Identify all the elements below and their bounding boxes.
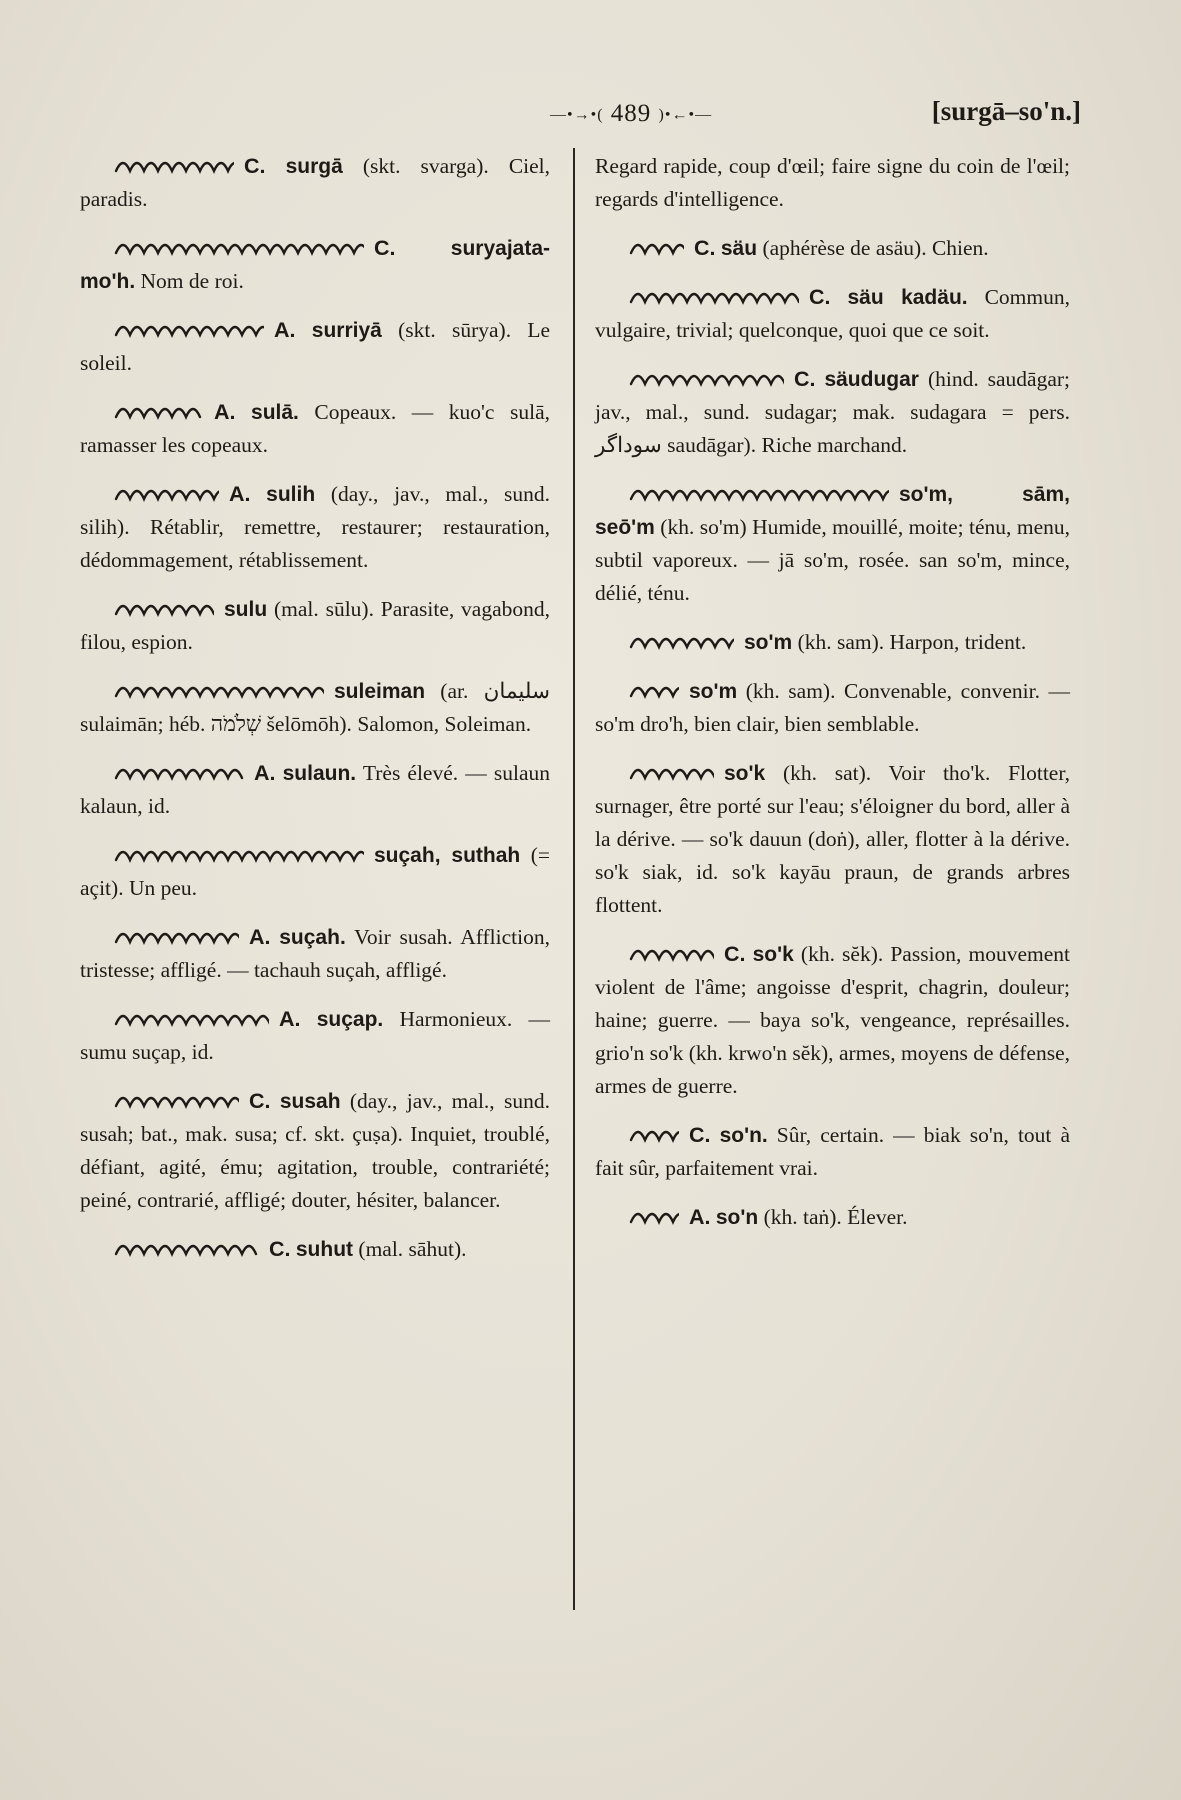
entry-definition: Voir susah. Affliction, tristesse; affligé. — tachauh suçah, affligé. (80, 925, 550, 982)
entry-headword: suçap. (316, 1008, 384, 1031)
entry-etymology: (skt. svarga). (362, 154, 489, 178)
entry-etymology: (aphérèse de asäu). (762, 236, 927, 260)
cham-script-glyph (629, 939, 714, 965)
entry-headword: säu kadäu. (847, 286, 968, 309)
entry-definition: Ciel, paradis. (80, 154, 551, 211)
dictionary-entry (595, 281, 1070, 347)
dictionary-entry (595, 626, 1070, 659)
cham-script-glyph (114, 1004, 269, 1030)
entry-headword: surgā (285, 155, 343, 178)
cham-script-glyph (114, 840, 364, 866)
entry-etymology: (mal. sāhut). (358, 1237, 467, 1261)
entry-etymology: (kh. sam). (745, 679, 836, 703)
column-divider (573, 148, 575, 1610)
entry-source: C. (249, 1089, 271, 1113)
entry-headword: so'n (715, 1206, 759, 1229)
entry-headword: suryajata-mo'h. (80, 237, 550, 293)
right-column (595, 150, 1070, 1250)
entry-etymology: (= açit). (80, 843, 550, 900)
cham-script-glyph (114, 233, 364, 259)
entry-headword: so'm (744, 631, 793, 654)
dictionary-entry (80, 314, 550, 380)
dictionary-entry (595, 1119, 1070, 1185)
entry-headword: surriyā (311, 319, 382, 342)
dictionary-entry (80, 921, 550, 987)
entry-etymology: (ar. سليمان sulaimān; héb. שְׁלֹמֹה šelōmōh). (80, 679, 550, 736)
entry-definition: Regard rapide, coup d'œil; faire signe du coin de l'œil; regards d'intelligence. (595, 154, 1070, 211)
entry-headword: so'n. (719, 1124, 768, 1147)
entry-source: C. (724, 942, 746, 966)
cham-script-glyph (629, 233, 684, 259)
ornament-left: —•→•( (550, 106, 604, 124)
entry-definition: Un peu. (128, 876, 198, 900)
dictionary-entry (595, 938, 1070, 1103)
entry-definition: Commun, vulgaire, trivial; quelconque, quoi que ce soit. (595, 285, 1070, 342)
dictionary-entry (595, 1201, 1070, 1234)
dictionary-entry (80, 1233, 550, 1266)
dictionary-entry (80, 232, 550, 298)
dictionary-entry (595, 675, 1070, 741)
cham-script-glyph (114, 1086, 239, 1112)
entry-headword: sulā. (251, 401, 299, 424)
entry-headword: säudugar (824, 368, 919, 391)
entry-definition: Le soleil. (80, 318, 551, 375)
entry-source: C. (374, 236, 396, 260)
entry-source: C. (689, 1123, 711, 1147)
dictionary-entry (80, 1085, 550, 1217)
entry-etymology: (day., jav., mal., sund. silih). (80, 482, 551, 539)
entry-definition: Rétablir, remettre, restaurer; restauration, dédommagement, rétablissement. (80, 515, 550, 572)
cham-script-glyph (114, 151, 234, 177)
entry-etymology: (hind. saudāgar; jav., mal., sund. sudagar; mak. sudagara = pers. سوداگر saudāgar). (595, 367, 1071, 457)
entry-source: C. (809, 285, 831, 309)
cham-script-glyph (114, 594, 214, 620)
entry-source: A. (214, 400, 236, 424)
entry-etymology: (mal. sūlu). (274, 597, 374, 621)
dictionary-entry (80, 1003, 550, 1069)
entry-headword: so'm, sām, seō'm (595, 483, 1070, 539)
entry-source: C. (794, 367, 816, 391)
cham-script-glyph (629, 627, 734, 653)
cham-script-glyph (629, 282, 799, 308)
cham-script-glyph (629, 1120, 679, 1146)
entry-headword: susah (279, 1090, 341, 1113)
entry-source: C. (694, 236, 716, 260)
entry-source: A. (229, 482, 251, 506)
cham-script-glyph (114, 1234, 259, 1260)
cham-script-glyph (114, 758, 244, 784)
page-number: —•→•( 489 )•←•— (550, 100, 713, 127)
cham-script-glyph (114, 315, 264, 341)
cham-script-glyph (629, 758, 714, 784)
left-column (80, 150, 550, 1282)
entry-source: C. (244, 154, 266, 178)
cham-script-glyph (114, 922, 239, 948)
dictionary-entry (595, 232, 1070, 265)
entry-source: A. (689, 1205, 711, 1229)
entry-definition: Chien. (931, 236, 989, 260)
entry-definition: Inquiet, troublé, défiant, agité, ému; agitation, trouble, contrariété; peiné, contrarié, affligé; douter, hésiter, balancer. (80, 1122, 550, 1212)
dictionary-entry (595, 363, 1070, 462)
dictionary-entry (595, 150, 1070, 216)
entry-definition: Très élevé. — sulaun kalaun, id. (80, 761, 550, 818)
entry-source: A. (279, 1007, 301, 1031)
entry-headword: suhut (295, 1238, 354, 1261)
entry-definition: Voir tho'k. Flotter, surnager, être porté sur l'eau; s'éloigner du bord, aller à la dérive. — so'k dauun (doṅ), aller, flotter à la dérive. so'k siak, id. so'k kayāu praun, de grands arbres flottent. (595, 761, 1071, 917)
entry-definition: Humide, mouillé, moite; ténu, menu, subtil vaporeux. — jā so'm, rosée. san so'm, mince, délié, ténu. (595, 515, 1070, 605)
entry-definition: Harpon, trident. (889, 630, 1027, 654)
cham-script-glyph (114, 479, 219, 505)
entry-definition: Passion, mouvement violent de l'âme; angoisse d'esprit, chagrin, douleur; haine; guerre. — baya so'k, vengeance, représailles. grio'n so'k (kh. krwo'n sĕk), armes, moyens de défense, armes de guerre. (595, 942, 1071, 1098)
entry-headword: suçah, suthah (374, 844, 521, 867)
entry-headword: sulaun. (282, 762, 357, 785)
entry-etymology: (kh. sĕk). (800, 942, 884, 966)
dictionary-entry (80, 396, 550, 462)
entry-source: A. (274, 318, 296, 342)
entry-headword: so'm (689, 680, 738, 703)
entry-headword: suçah. (279, 926, 346, 949)
running-head: [surgā–so'n.] (931, 96, 1081, 126)
entry-headword: sulu (224, 598, 268, 621)
dictionary-entry (595, 478, 1070, 610)
entry-definition: Copeaux. — kuo'c sulā, ramasser les copeaux. (80, 400, 550, 457)
dictionary-entry (80, 839, 550, 905)
entry-definition: Sûr, certain. — biak so'n, tout à fait sûr, parfaitement vrai. (595, 1123, 1070, 1180)
entry-etymology: (kh. taṅ). (763, 1205, 842, 1229)
dictionary-entry (595, 757, 1070, 922)
entry-etymology: (kh. sat). (782, 761, 872, 785)
entry-headword: so'k (724, 762, 766, 785)
entry-definition: Salomon, Soleiman. (357, 712, 532, 736)
entry-definition: Parasite, vagabond, filou, espion. (80, 597, 551, 654)
entry-etymology: (kh. sam). (797, 630, 885, 654)
entry-source: C. (269, 1237, 291, 1261)
cham-script-glyph (114, 397, 204, 423)
entry-source: A. (254, 761, 276, 785)
dictionary-entry (80, 675, 550, 741)
dictionary-entry (80, 593, 550, 659)
entry-headword: so'k (752, 943, 794, 966)
entry-etymology: (day., jav., mal., sund. susah; bat., mak. susa; cf. skt. çuṣa). (80, 1089, 550, 1146)
entry-definition: Riche marchand. (761, 433, 908, 457)
dictionary-entry (80, 757, 550, 823)
entry-headword: sulih (266, 483, 316, 506)
entry-definition: Élever. (847, 1205, 908, 1229)
cham-script-glyph (629, 676, 679, 702)
entry-etymology: (skt. sūrya). (398, 318, 512, 342)
cham-script-glyph (114, 676, 324, 702)
entry-headword: suleiman (334, 680, 426, 703)
entry-definition: Harmonieux. — sumu suçap, id. (80, 1007, 551, 1064)
dictionary-entry (80, 478, 550, 577)
entry-headword: säu (720, 237, 758, 260)
entry-definition: Convenable, convenir. — so'm dro'h, bien clair, bien semblable. (595, 679, 1071, 736)
cham-script-glyph (629, 479, 889, 505)
cham-script-glyph (629, 1202, 679, 1228)
entry-definition: Nom de roi. (140, 269, 244, 293)
entry-etymology: (kh. so'm) (660, 515, 747, 539)
ornament-right: )•←•— (658, 106, 713, 124)
cham-script-glyph (629, 364, 784, 390)
dictionary-entry (80, 150, 550, 216)
entry-source: A. (249, 925, 271, 949)
page-header (80, 96, 1081, 136)
